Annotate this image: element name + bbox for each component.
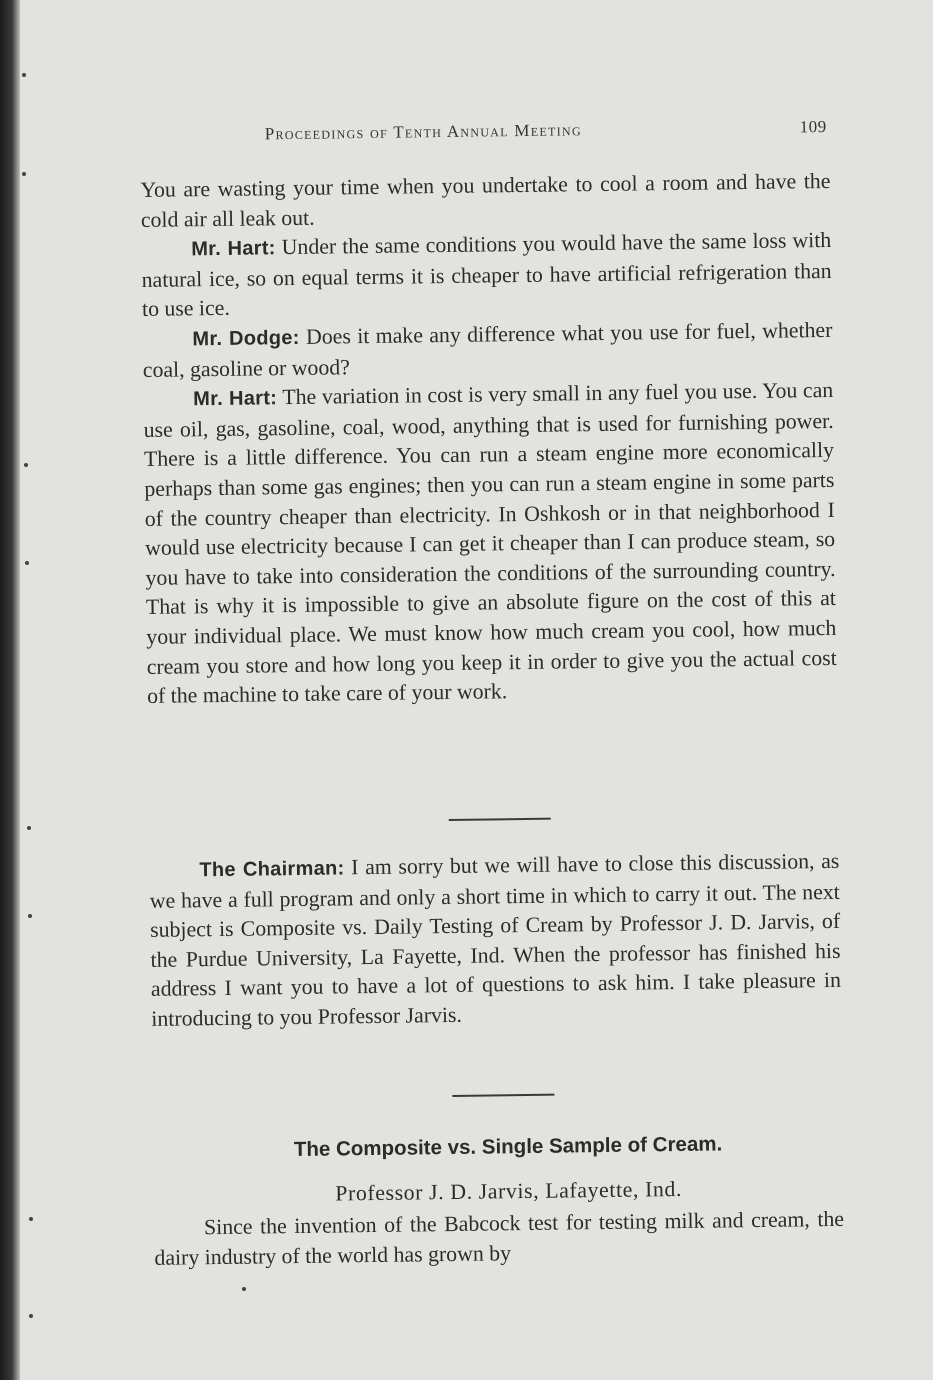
margin-speck bbox=[25, 561, 29, 565]
margin-speck bbox=[29, 1217, 33, 1221]
speaker-label: The Chairman: bbox=[199, 857, 345, 882]
margin-speck bbox=[28, 914, 32, 918]
margin-speck bbox=[29, 1314, 33, 1318]
chairman-section bbox=[149, 847, 841, 1035]
paragraph-text: The variation in cost is very small in any fuel you use. You can use oil, gas, gasoline, coal, wood, anything that is used for furnishing power. There is a little difference. You can run a steam engine more economically perhaps than some gas engines; then you can run a steam engine in some parts of the country cheaper than electricity. In Oshkosh or in that neighborhood I would use electricity because I can get it cheaper than I can produce steam, so you have to take into consideration the conditions of the surrounding country. That is why it is impossible to give an absolute figure on the cost of this at your individual place. We must know how much cream you cool, how much cream you store and how long you keep it in order to give you the actual cost of the machine to take care of your work. bbox=[143, 378, 837, 709]
article-paragraph: Since the invention of the Babcock test for testing milk and cream, the dairy industry of the world has grown by bbox=[154, 1206, 845, 1270]
article-title: The Composite vs. Single Sample of Cream. bbox=[293, 1132, 723, 1162]
margin-speck bbox=[24, 463, 28, 467]
margin-speck bbox=[27, 826, 31, 830]
running-header bbox=[265, 117, 827, 144]
speaker-label: Mr. Hart: bbox=[191, 237, 276, 261]
paragraph-text: I am sorry but we will have to close this discussion, as we have a full program and only a short time in which to carry it out. The next subject is Composite vs. Daily Testing of Cream by Professor J. D. Jarvis, of the Purdue University, La Fayette, Ind. When the professor has finished his address I want you to have a lot of questions to ask him. I take pleasure in introducing to you Professor Jarvis. bbox=[149, 848, 842, 1031]
article-byline: Professor J. D. Jarvis, Lafayette, Ind. bbox=[335, 1176, 683, 1206]
speaker-label: Mr. Dodge: bbox=[192, 326, 300, 351]
book-binding-edge bbox=[0, 0, 20, 1380]
paragraph-1: You are wasting your time when you undertake to cool a room and have the cold air all leak out. bbox=[140, 168, 831, 232]
article-body bbox=[154, 1205, 845, 1273]
margin-speck bbox=[22, 172, 26, 176]
section-divider bbox=[452, 1094, 554, 1097]
section-divider bbox=[449, 818, 551, 821]
paragraph-text: Under the same conditions you would have the same loss with natural ice, so on equal terms it is cheaper to have artificial refrigeration than to use ice. bbox=[141, 228, 832, 322]
paragraph-hart-1 bbox=[141, 226, 832, 325]
paragraph-hart-2 bbox=[143, 376, 837, 712]
paragraph-chairman bbox=[149, 847, 841, 1035]
margin-speck bbox=[242, 1287, 246, 1291]
paragraph-text: Does it make any difference what you use for fuel, whether coal, gasoline or wood? bbox=[142, 317, 833, 382]
paragraph-dodge bbox=[142, 316, 833, 385]
page-number: 109 bbox=[799, 116, 827, 137]
margin-speck bbox=[22, 73, 26, 77]
speaker-label: Mr. Hart: bbox=[193, 387, 278, 411]
running-title: Proceedings of Tenth Annual Meeting bbox=[264, 120, 583, 144]
discussion-section bbox=[140, 167, 837, 712]
